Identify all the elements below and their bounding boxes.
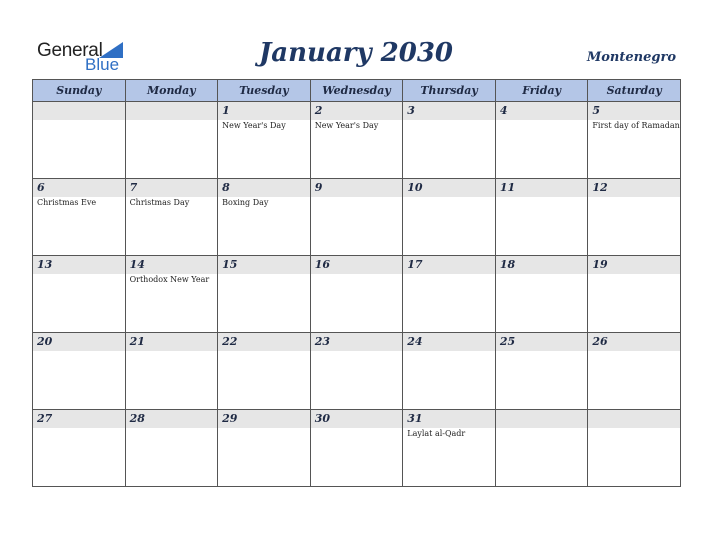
day-number: 20 <box>33 333 125 351</box>
day-number: 3 <box>403 102 495 120</box>
holiday-label: Orthodox New Year <box>129 275 210 284</box>
week-row <box>33 333 681 410</box>
weekday-monday: Monday <box>125 80 218 102</box>
holiday-label <box>218 274 310 275</box>
day-number: 14 <box>126 256 218 274</box>
day-cell <box>310 256 403 333</box>
holiday-label: Christmas Day <box>129 198 190 207</box>
calendar-grid <box>32 79 681 487</box>
week-row <box>33 410 681 487</box>
day-number: 26 <box>588 333 680 351</box>
day-cell <box>588 410 681 487</box>
day-cell <box>495 179 588 256</box>
country-label: Montenegro <box>586 50 676 65</box>
day-cell <box>310 179 403 256</box>
day-number: 22 <box>218 333 310 351</box>
holiday-label <box>496 197 588 198</box>
day-cell <box>403 102 496 179</box>
day-cell <box>125 333 218 410</box>
logo-text-general: General <box>37 40 103 61</box>
weekday-sunday: Sunday <box>33 80 126 102</box>
holiday-label <box>33 120 125 121</box>
day-number: 18 <box>496 256 588 274</box>
holiday-label <box>126 428 218 429</box>
holiday-label <box>218 351 310 352</box>
day-number: 21 <box>126 333 218 351</box>
holiday-label: First day of Ramadan <box>592 121 680 130</box>
day-cell <box>33 179 126 256</box>
day-number: 24 <box>403 333 495 351</box>
weekday-header-row <box>33 80 681 102</box>
week-row <box>33 102 681 179</box>
day-cell <box>403 333 496 410</box>
holiday-label: Boxing Day <box>222 198 269 207</box>
holiday-label <box>588 351 680 352</box>
holiday-label: New Year's Day <box>314 121 379 130</box>
day-number: 10 <box>403 179 495 197</box>
day-cell <box>33 102 126 179</box>
day-number: 9 <box>311 179 403 197</box>
holiday-label <box>311 351 403 352</box>
week-row <box>33 256 681 333</box>
day-cell <box>125 256 218 333</box>
day-cell <box>403 179 496 256</box>
holiday-label <box>218 428 310 429</box>
holiday-label <box>588 428 680 429</box>
day-cell <box>218 102 311 179</box>
weekday-thursday: Thursday <box>403 80 496 102</box>
holiday-label <box>496 274 588 275</box>
holiday-label <box>33 274 125 275</box>
weekday-friday: Friday <box>495 80 588 102</box>
holiday-label <box>588 274 680 275</box>
day-cell <box>125 179 218 256</box>
logo-text-blue: Blue <box>85 55 120 74</box>
holiday-label <box>403 274 495 275</box>
holiday-label <box>33 428 125 429</box>
day-cell <box>125 102 218 179</box>
day-number: 12 <box>588 179 680 197</box>
day-number <box>33 102 125 120</box>
day-cell <box>33 256 126 333</box>
day-cell <box>33 333 126 410</box>
holiday-label <box>33 351 125 352</box>
weekday-wednesday: Wednesday <box>310 80 403 102</box>
day-cell <box>588 102 681 179</box>
day-number: 17 <box>403 256 495 274</box>
holiday-label <box>496 120 588 121</box>
day-cell <box>218 410 311 487</box>
day-number: 5 <box>588 102 680 120</box>
day-number <box>588 410 680 428</box>
holiday-label <box>403 351 495 352</box>
day-number: 1 <box>218 102 310 120</box>
week-row <box>33 179 681 256</box>
weekday-saturday: Saturday <box>588 80 681 102</box>
day-number: 11 <box>496 179 588 197</box>
holiday-label: Laylat al-Qadr <box>407 429 466 438</box>
weekday-tuesday: Tuesday <box>218 80 311 102</box>
day-cell <box>218 256 311 333</box>
day-cell <box>33 410 126 487</box>
day-number: 4 <box>496 102 588 120</box>
holiday-label <box>588 197 680 198</box>
day-number: 6 <box>33 179 125 197</box>
holiday-label: Christmas Eve <box>37 198 97 207</box>
holiday-label <box>496 428 588 429</box>
day-cell <box>588 256 681 333</box>
day-cell <box>495 410 588 487</box>
day-cell <box>403 410 496 487</box>
day-cell <box>495 102 588 179</box>
day-number: 30 <box>311 410 403 428</box>
holiday-label <box>126 120 218 121</box>
holiday-label <box>496 351 588 352</box>
day-number <box>126 102 218 120</box>
day-cell <box>495 256 588 333</box>
holiday-label: New Year's Day <box>222 121 286 130</box>
day-number: 29 <box>218 410 310 428</box>
holiday-label <box>126 351 218 352</box>
holiday-label <box>311 274 403 275</box>
day-number: 31 <box>403 410 495 428</box>
day-cell <box>495 333 588 410</box>
day-number: 25 <box>496 333 588 351</box>
day-number <box>496 410 588 428</box>
day-number: 13 <box>33 256 125 274</box>
holiday-label <box>311 197 403 198</box>
calendar-title: January 2030 <box>258 38 454 68</box>
day-number: 28 <box>126 410 218 428</box>
holiday-label <box>311 428 403 429</box>
holiday-label <box>403 197 495 198</box>
day-number: 23 <box>311 333 403 351</box>
day-cell <box>310 410 403 487</box>
day-cell <box>218 179 311 256</box>
day-cell <box>125 410 218 487</box>
day-number: 7 <box>126 179 218 197</box>
day-number: 8 <box>218 179 310 197</box>
day-number: 15 <box>218 256 310 274</box>
day-cell <box>588 179 681 256</box>
day-number: 2 <box>311 102 403 120</box>
day-cell <box>403 256 496 333</box>
day-number: 27 <box>33 410 125 428</box>
day-cell <box>218 333 311 410</box>
day-cell <box>588 333 681 410</box>
holiday-label <box>403 120 495 121</box>
day-number: 16 <box>311 256 403 274</box>
day-cell <box>310 102 403 179</box>
day-number: 19 <box>588 256 680 274</box>
day-cell <box>310 333 403 410</box>
